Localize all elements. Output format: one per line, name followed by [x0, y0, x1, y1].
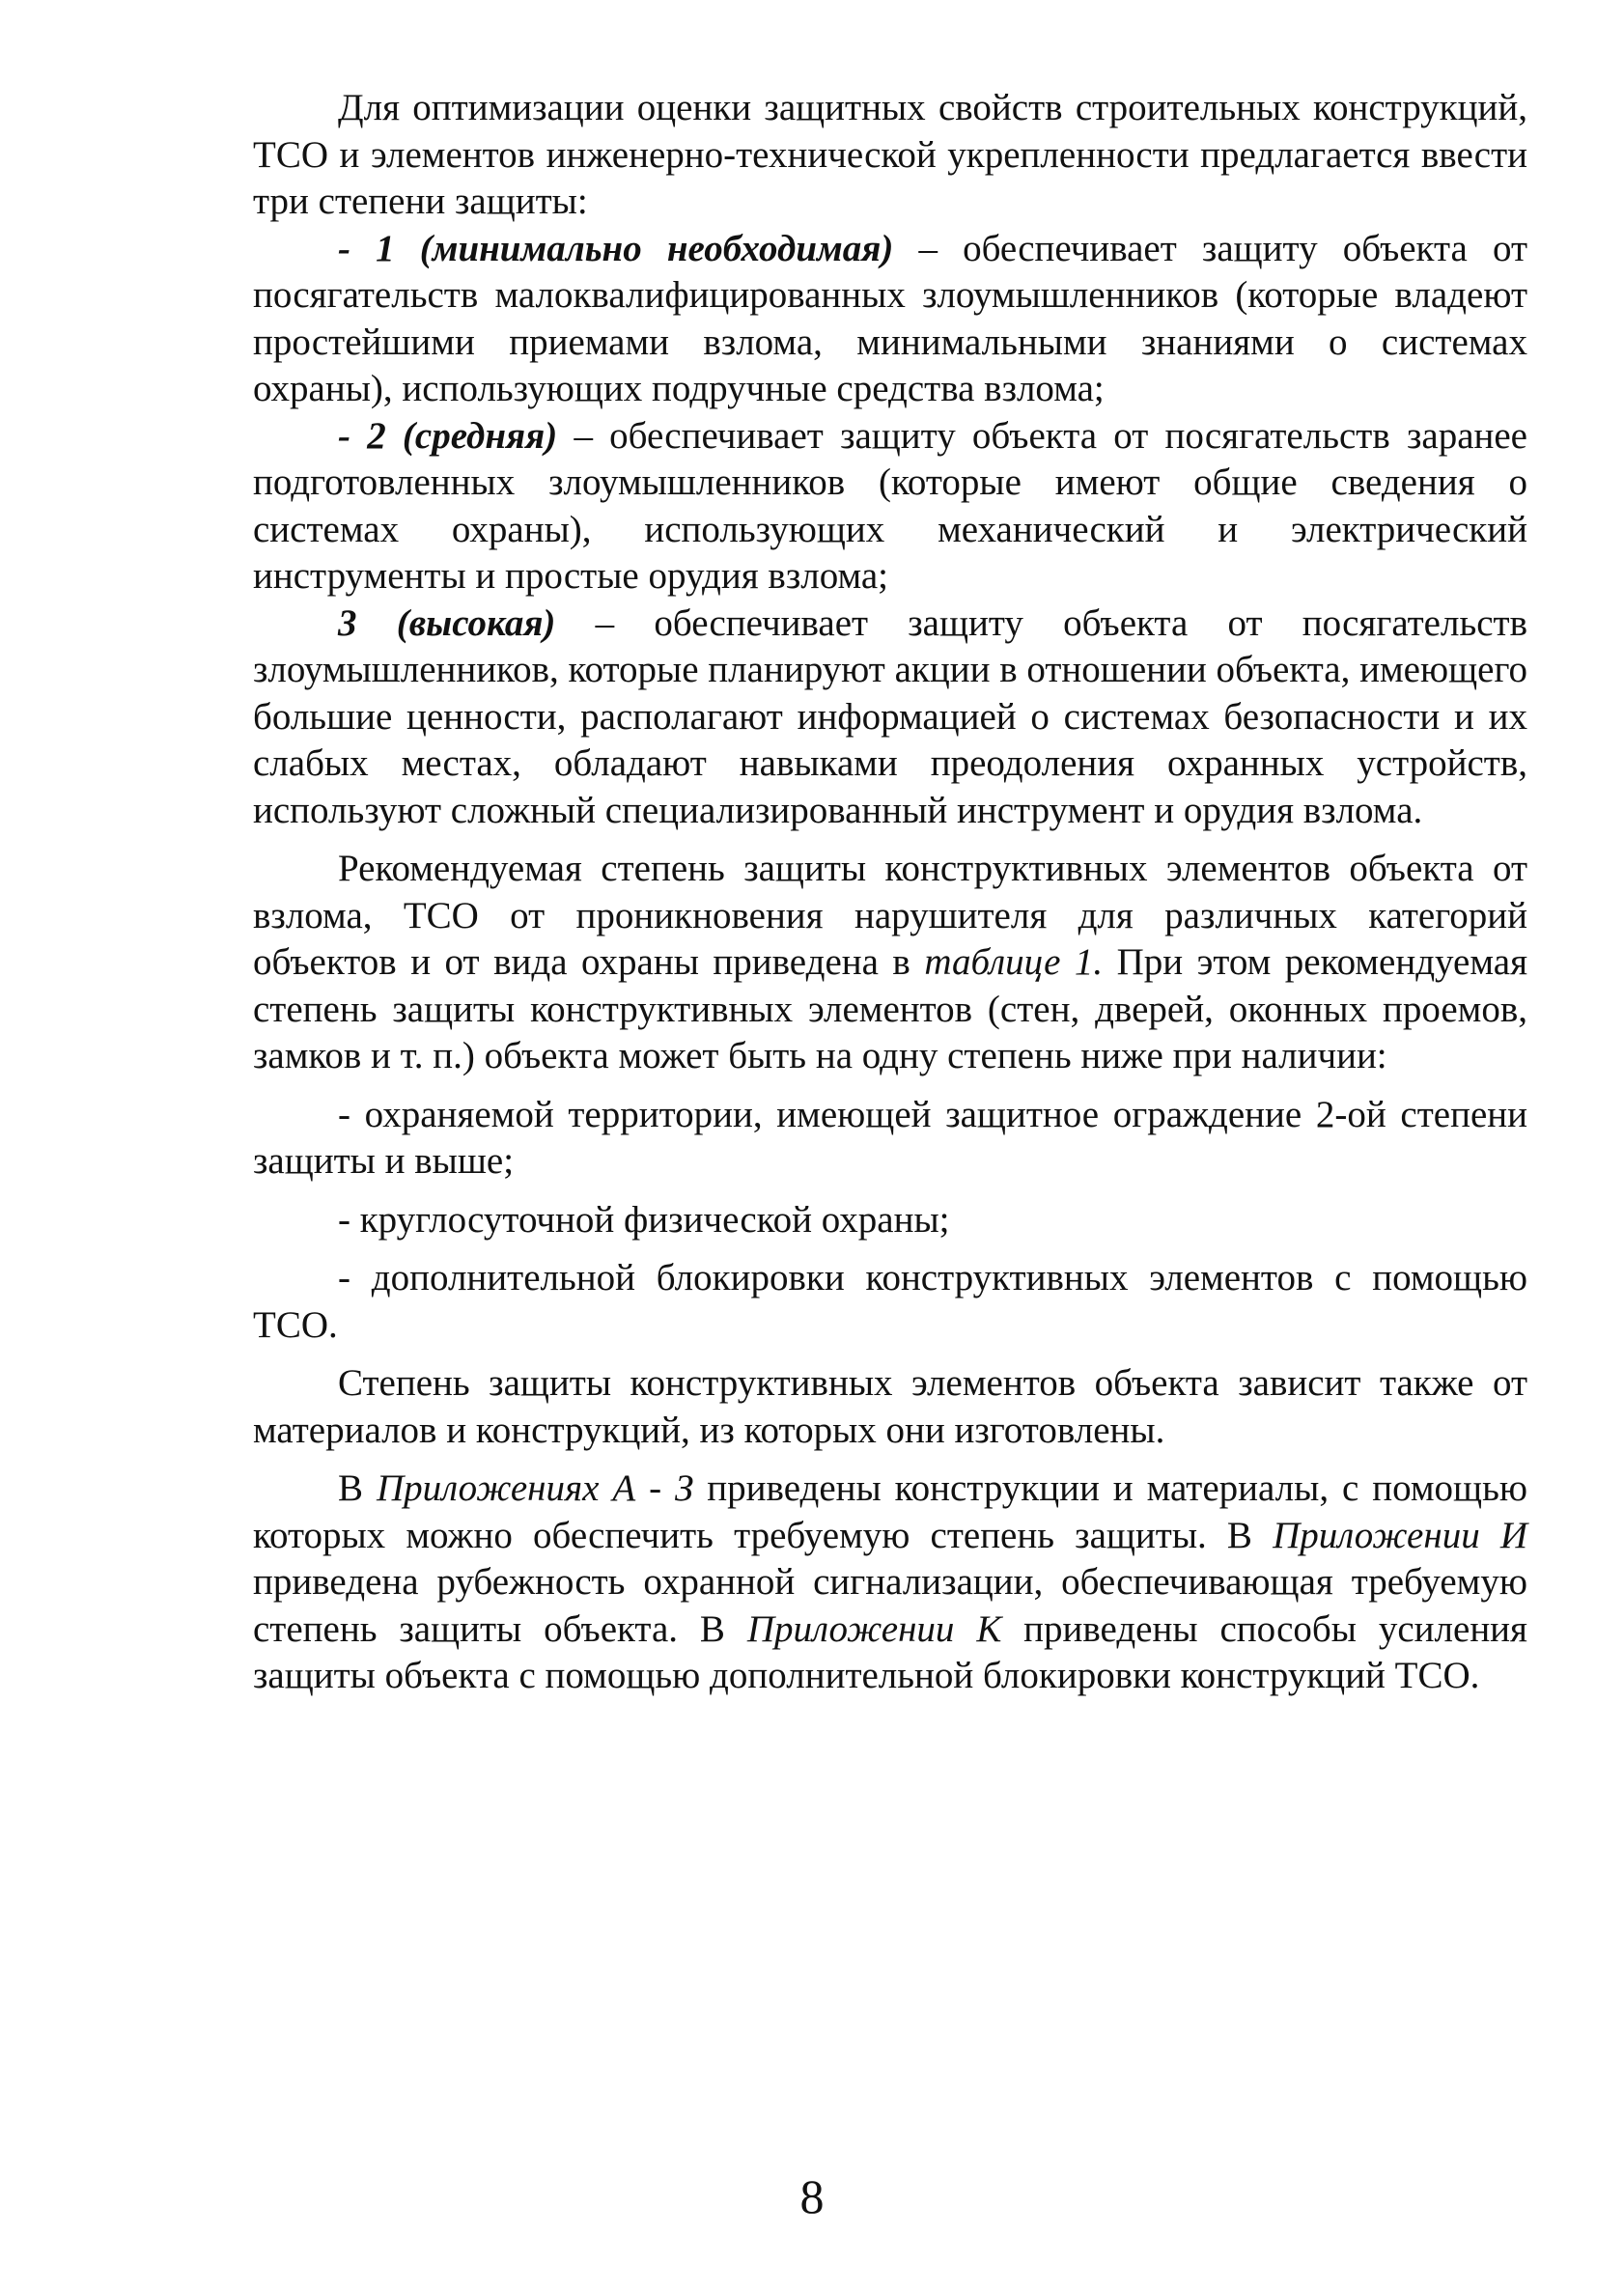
- appendix-part-2: приведены конструкции и материалы, с помощью которых можно обеспечить требуемую степень защиты. В: [253, 1467, 1527, 1556]
- paragraph-level-3: [253, 600, 1527, 835]
- table-reference: таблице 1.: [924, 941, 1104, 983]
- level-2-body: – обеспечивает защиту объекта от посягательств заранее подготовленных злоумышленников (которые имеют общие сведения о системах охраны), использующих механический и электрический инструменты и простые орудия взлома;: [253, 414, 1527, 597]
- condition-item: - охраняемой территории, имеющей защитное ограждение 2-ой степени защиты и выше;: [253, 1093, 1527, 1182]
- appendix-part-3: приведена рубежность охранной сигнализации, обеспечивающая требуемую степень защиты объекта. В: [253, 1561, 1527, 1650]
- paragraph-level-1: [253, 226, 1527, 413]
- level-2-lead: - 2 (средняя): [338, 414, 558, 457]
- appendix-part-4: приведены способы усиления защиты объекта с помощью дополнительной блокировки конструкций ТСО.: [253, 1607, 1527, 1696]
- paragraph-level-2: [253, 413, 1527, 600]
- appendix-reference-i: Приложении И: [1273, 1514, 1527, 1556]
- level-3-lead: 3 (высокая): [338, 601, 556, 644]
- condition-item: - дополнительной блокировки конструктивных элементов с помощью ТСО.: [253, 1257, 1527, 1346]
- page-number: 8: [799, 2169, 825, 2223]
- recommendation-part-1: Рекомендуемая степень защиты конструктивных элементов объекта от взлома, ТСО от проникновения нарушителя для различных категорий объектов и от вида охраны приведена в: [253, 848, 1527, 983]
- paragraph-recommendation: [253, 846, 1527, 1080]
- paragraph-materials: Степень защиты конструктивных элементов объекта зависит также от материалов и конструкций, из которых они изготовлены.: [253, 1362, 1527, 1451]
- body-text: [253, 85, 1527, 1700]
- appendix-reference-a-z: Приложениях А - З: [376, 1467, 694, 1509]
- condition-item: - круглосуточной физической охраны;: [338, 1198, 950, 1241]
- level-1-lead: - 1 (минимально необходимая): [338, 227, 894, 269]
- paragraph-intro: Для оптимизации оценки защитных свойств строительных конструкций, ТСО и элементов инженерно-технической укрепленности предлагается ввести три степени защиты:: [253, 87, 1527, 222]
- level-1-body: – обеспечивает защиту объекта от посягательств малоквалифицированных злоумышленников (которые владеют простейшими приемами взлома, минимальными знаниями о системах охраны), использующих подручные средства взлома;: [253, 227, 1527, 409]
- level-3-body: – обеспечивает защиту объекта от посягательств злоумышленников, которые планируют акции в отношении объекта, имеющего большие ценности, располагают информацией о системах безопасности и их слабых местах, обладают навыками преодоления охранных устройств, используют сложный специализированный инструмент и орудия взлома.: [253, 601, 1527, 831]
- appendix-part-1: В: [338, 1467, 377, 1509]
- recommendation-part-2: При этом рекомендуемая степень защиты конструктивных элементов (стен, дверей, оконных проемов, замков и т. п.) объекта может быть на одну степень ниже при наличии:: [253, 941, 1528, 1076]
- paragraph-appendices: [253, 1466, 1527, 1700]
- appendix-reference-k: Приложении К: [746, 1607, 1002, 1650]
